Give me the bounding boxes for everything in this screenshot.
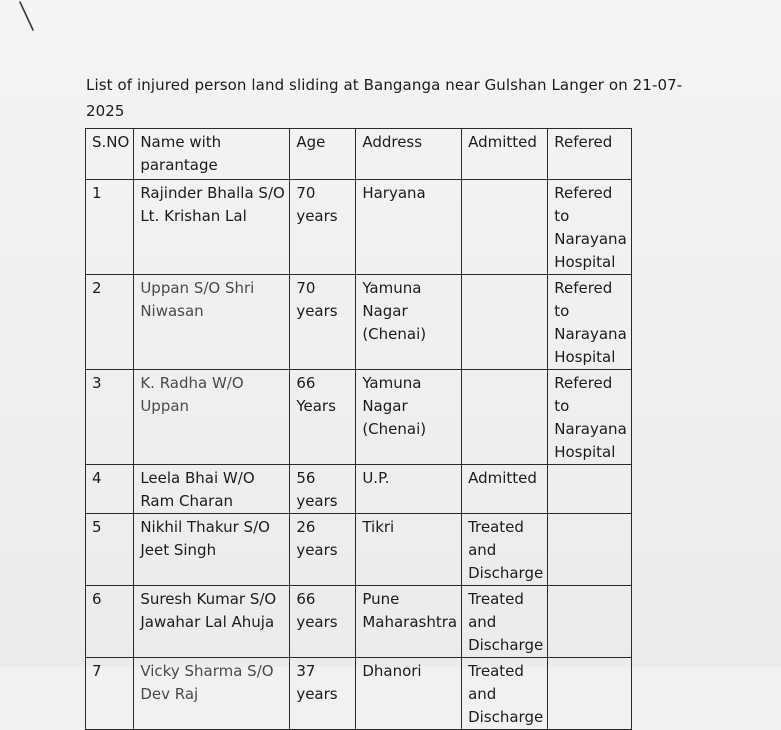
cell-admitted: Treated and Discharge [462, 514, 548, 586]
table-row [86, 465, 632, 514]
cell-name: Uppan S/O Shri Niwasan [134, 275, 290, 370]
cell-name: Leela Bhai W/O Ram Charan [134, 465, 290, 514]
cell-age: 56 years [290, 465, 356, 514]
cell-address: Haryana [356, 180, 462, 275]
column-header-address: Address [356, 129, 462, 180]
column-header-age: Age [290, 129, 356, 180]
injured-persons-table [85, 128, 632, 730]
table-row [86, 658, 632, 730]
table-row [86, 586, 632, 658]
cell-address: U.P. [356, 465, 462, 514]
cell-address: Tikri [356, 514, 462, 586]
cell-refered: Refered to Narayana Hospital [548, 275, 632, 370]
cell-admitted [462, 370, 548, 465]
cell-name: Rajinder Bhalla S/O Lt. Krishan Lal [134, 180, 290, 275]
cell-admitted: Admitted [462, 465, 548, 514]
cell-refered [548, 658, 632, 730]
cell-age: 37 years [290, 658, 356, 730]
cell-admitted [462, 180, 548, 275]
cell-age: 26 years [290, 514, 356, 586]
cell-age: 70 years [290, 275, 356, 370]
cell-refered [548, 465, 632, 514]
cell-age: 70 years [290, 180, 356, 275]
cell-refered [548, 586, 632, 658]
cell-name: Vicky Sharma S/O Dev Raj [134, 658, 290, 730]
cell-sno: 7 [86, 658, 134, 730]
cell-refered: Refered to Narayana Hospital [548, 180, 632, 275]
cell-age: 66 Years [290, 370, 356, 465]
cell-admitted: Treated and Discharge [462, 586, 548, 658]
column-header-sno: S.NO [86, 129, 134, 180]
cell-address: Yamuna Nagar (Chenai) [356, 275, 462, 370]
cell-admitted: Treated and Discharge [462, 658, 548, 730]
cell-sno: 6 [86, 586, 134, 658]
table-row [86, 370, 632, 465]
cell-sno: 3 [86, 370, 134, 465]
cell-address: Yamuna Nagar (Chenai) [356, 370, 462, 465]
column-header-admitted: Admitted [462, 129, 548, 180]
column-header-refered: Refered [548, 129, 632, 180]
cell-sno: 4 [86, 465, 134, 514]
cell-refered: Refered to Narayana Hospital [548, 370, 632, 465]
cell-address: Dhanori [356, 658, 462, 730]
cell-age: 66 years [290, 586, 356, 658]
table-header-row [86, 129, 632, 180]
pen-stroke-mark [0, 0, 60, 40]
document-heading: List of injured person land sliding at Banganga near Gulshan Langer on 21-07-2025 [86, 76, 683, 120]
cell-name: K. Radha W/O Uppan [134, 370, 290, 465]
table-row [86, 180, 632, 275]
cell-sno: 5 [86, 514, 134, 586]
cell-name: Suresh Kumar S/O Jawahar Lal Ahuja [134, 586, 290, 658]
column-header-name: Name with parantage [134, 129, 290, 180]
cell-refered [548, 514, 632, 586]
table-row [86, 275, 632, 370]
cell-admitted [462, 275, 548, 370]
table-row [86, 514, 632, 586]
cell-sno: 1 [86, 180, 134, 275]
cell-name: Nikhil Thakur S/O Jeet Singh [134, 514, 290, 586]
cell-address: Pune Maharashtra [356, 586, 462, 658]
cell-sno: 2 [86, 275, 134, 370]
